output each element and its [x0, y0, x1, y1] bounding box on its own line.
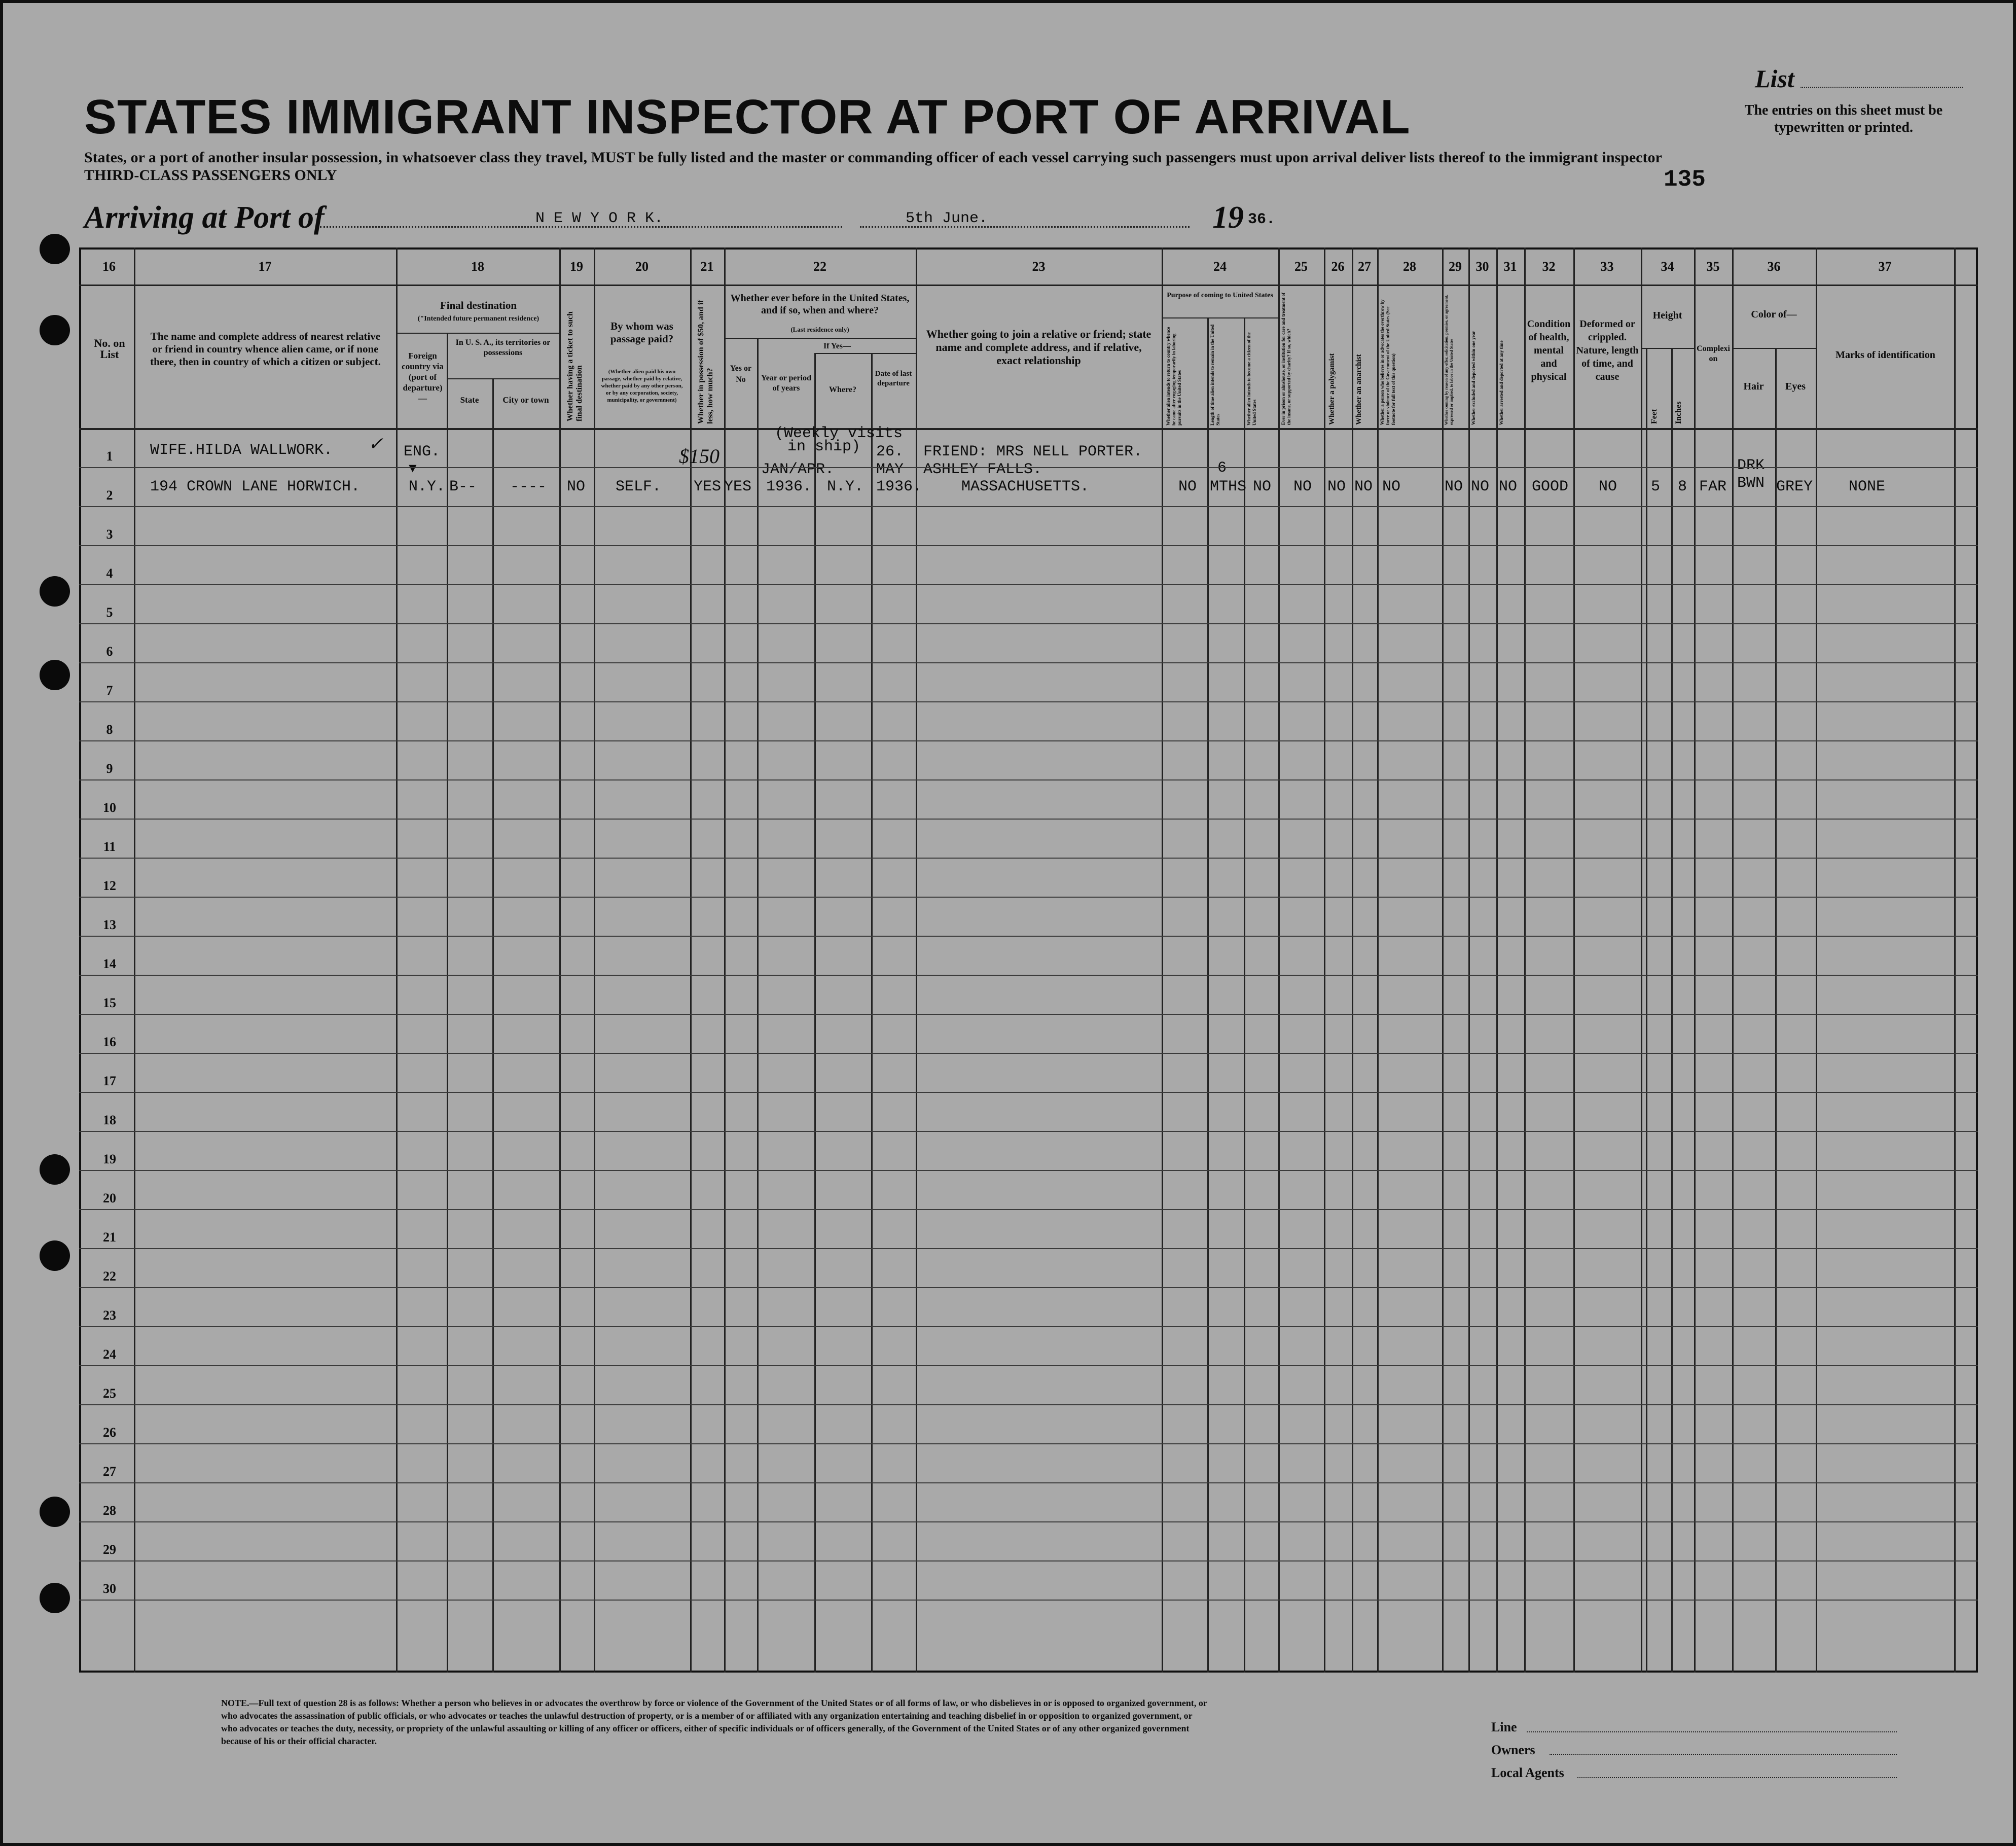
row-number: 18 — [103, 1113, 116, 1127]
col-line — [1646, 348, 1647, 1673]
colnum-30: 30 — [1475, 259, 1489, 274]
col-line — [1442, 247, 1444, 1673]
footer-line-label: Line — [1491, 1720, 1517, 1734]
col-line — [1207, 317, 1209, 1673]
row-rule — [79, 623, 1978, 624]
entry-foreign-line2: N.Y. — [409, 478, 446, 495]
row-rule — [79, 1365, 1978, 1366]
punch-hole — [40, 234, 70, 264]
page-title: STATES IMMIGRANT INSPECTOR AT PORT OF ARRIVAL — [84, 90, 1411, 144]
colnum-21: 21 — [700, 259, 714, 274]
header-polygamist: Whether a polygamist — [1328, 353, 1336, 425]
entry-passage: SELF. — [616, 478, 662, 495]
header-passage-note: (Whether alien paid his own passage, whether paid by relative, whether paid by any other person, or by any corporation, society, municipality, or government) — [601, 369, 683, 403]
colnum-28: 28 — [1403, 259, 1416, 274]
punch-hole — [40, 315, 70, 345]
subheader-line — [1162, 317, 1278, 318]
port-value: N E W Y O R K. — [535, 210, 664, 227]
row-number: 19 — [103, 1152, 116, 1166]
row-rule — [79, 1443, 1978, 1444]
punch-hole — [40, 1240, 70, 1271]
entry-join-line3: MASSACHUSETTS. — [961, 478, 1090, 495]
header-eyes: Eyes — [1785, 381, 1806, 392]
col-line — [814, 353, 816, 1673]
subheader-line — [724, 338, 916, 339]
col-line — [1524, 247, 1526, 1673]
header-height: Height — [1652, 310, 1682, 321]
punch-hole — [40, 1583, 70, 1613]
colnum-31: 31 — [1503, 259, 1517, 274]
header-purpose-citizen: Whether alien intends to become a citizen of the United States — [1246, 332, 1257, 425]
row-number: 2 — [106, 488, 113, 503]
colnum-34: 34 — [1661, 259, 1674, 274]
row-rule — [79, 819, 1978, 820]
list-label: List — [1755, 64, 1794, 93]
colnum-17: 17 — [258, 259, 272, 274]
arriving-label: Arriving at Port of — [84, 200, 325, 235]
footer-owners-blank — [1550, 1754, 1897, 1755]
row-rule — [79, 662, 1978, 663]
col-line — [1775, 348, 1777, 1673]
colnum-36: 36 — [1767, 259, 1781, 274]
row-rule — [79, 467, 1978, 468]
col-line — [724, 247, 726, 1673]
question-28-footnote: NOTE.—Full text of question 28 is as follows: Whether a person who believes in or advocates the overthrow by force or violence of the Government of the United States or of all forms of law, or who disbelieves in or is opposed to organized government, or who advocates the assassination of public officials, or who advocates or teaches the unlawful destruction of property, or is a member of or affiliated with any organization entertaining and teaching disbelief in or opposition to organized government, or who advocates or teaches the duty, necessity, or propriety of the unlawful assaulting or killing of any officer or officers, either of specific individuals or of officers generally, of the Government of the United States or of any other organized government because of his or their official character. — [221, 1698, 1207, 1746]
header-divider — [79, 428, 1978, 430]
header-no-on-list: No. on List — [94, 337, 125, 361]
entry-purpose-length-line2: MTHS — [1210, 478, 1247, 495]
entry-polygamist: NO — [1327, 478, 1346, 495]
entry-money-handwritten: $150 — [679, 445, 719, 468]
row-number: 26 — [103, 1425, 116, 1440]
entry-q31: NO — [1499, 478, 1518, 495]
row-rule — [79, 545, 1978, 546]
header-purpose-return: Whether alien intends to return to country whence he came after engaging temporarily in laboring pursuits in the United States — [1166, 327, 1182, 425]
subheader-line — [447, 378, 559, 379]
row-rule — [79, 975, 1978, 976]
row-number: 23 — [103, 1308, 116, 1323]
header-color-of: Color of— — [1751, 309, 1797, 320]
header-purpose: Purpose of coming to United States — [1167, 292, 1273, 299]
entry-purpose-length-line1: 6 — [1217, 459, 1227, 477]
colnum-26: 26 — [1331, 259, 1345, 274]
entry-period-line1: JAN/APR. — [761, 461, 835, 478]
year-suffix: 36. — [1248, 211, 1276, 228]
entry-purpose-return: NO — [1178, 478, 1197, 495]
class-line: THIRD-CLASS PASSENGERS ONLY — [84, 167, 337, 184]
header-date-departure: Date of last departure — [875, 370, 912, 387]
subheader-line — [814, 353, 916, 354]
list-number-line — [1801, 87, 1963, 88]
col-line — [1641, 247, 1642, 1673]
header-q28: Whether a person who believes in or advocates the overthrow by force or violence of the Government of the United States (See footnote for full text of this question) — [1380, 299, 1396, 425]
colnum-16: 16 — [102, 259, 116, 274]
row-number: 15 — [103, 996, 116, 1010]
punch-hole — [40, 660, 70, 690]
header-prison: Ever in prison or almshouse, or institution for care and treatment of the insane, or supported by charity? If so, which? — [1281, 293, 1291, 425]
row-rule — [79, 740, 1978, 741]
header-final-destination-note: ("Intended future permanent residence) — [417, 315, 539, 323]
punch-hole — [40, 576, 70, 607]
entry-purpose-citizen: NO — [1253, 478, 1272, 495]
row-rule — [79, 1326, 1978, 1327]
col-line — [1954, 247, 1956, 1673]
col-line — [1816, 247, 1817, 1673]
row-rule — [79, 1600, 1978, 1601]
colnum-29: 29 — [1449, 259, 1462, 274]
col-line — [1732, 247, 1734, 1673]
row-rule — [79, 1482, 1978, 1483]
entry-date-line1: 26. — [876, 443, 904, 460]
row-number: 14 — [103, 956, 116, 971]
row-number: 8 — [106, 722, 113, 737]
row-number: 22 — [103, 1269, 116, 1284]
entry-prison: NO — [1293, 478, 1312, 495]
entry-where: N.Y. — [827, 478, 864, 495]
row-number: 9 — [106, 761, 113, 776]
colnum-37: 37 — [1878, 259, 1892, 274]
header-passage: By whom was passage paid? — [610, 320, 674, 345]
entry-note-line1: (Weekly visits — [775, 425, 903, 442]
entry-condition: GOOD — [1532, 478, 1569, 495]
colnum-18: 18 — [471, 259, 484, 274]
header-purpose-length: Length of time alien intends to remain in the United States — [1210, 324, 1220, 425]
date-value: 5th June. — [906, 210, 988, 227]
col-line — [757, 338, 759, 1673]
row-rule — [79, 858, 1978, 859]
row-number: 25 — [103, 1386, 116, 1401]
entry-q29: NO — [1445, 478, 1463, 495]
entry-note-line2: in ship) — [787, 438, 861, 455]
row-number: 24 — [103, 1347, 116, 1362]
row-rule — [79, 897, 1978, 898]
col-line — [492, 378, 494, 1673]
header-where: Where? — [829, 385, 856, 394]
row-rule — [79, 506, 1978, 507]
col-line — [559, 247, 561, 1673]
row-rule — [79, 1014, 1978, 1015]
entry-complexion: FAR — [1699, 478, 1727, 495]
row-rule — [79, 1521, 1978, 1522]
row-number: 13 — [103, 917, 116, 932]
col-line — [1468, 247, 1470, 1673]
row-number: 6 — [106, 644, 113, 659]
entry-date-line2: MAY — [876, 461, 904, 478]
row-number: 3 — [106, 527, 113, 542]
row-rule — [79, 1053, 1978, 1054]
row-rule — [79, 1209, 1978, 1210]
row-rule — [79, 584, 1978, 585]
sheet-number: 135 — [1664, 166, 1706, 193]
header-if-yes: If Yes— — [823, 342, 851, 350]
col-line — [1671, 348, 1673, 1673]
col-line — [871, 353, 873, 1673]
footer-agents-label: Local Agents — [1491, 1765, 1564, 1780]
colnum-22: 22 — [813, 259, 826, 274]
header-deformed: Deformed or crippled. Nature, length of time, and cause — [1576, 318, 1639, 382]
header-ticket: Whether having a ticket to such final destination — [566, 311, 584, 421]
colnum-20: 20 — [635, 259, 649, 274]
entry-relative-line2: 194 CROWN LANE HORWICH. — [150, 478, 361, 495]
row-number: 27 — [103, 1464, 116, 1479]
header-foreign-country: Foreign country via (port of departure)— — [402, 351, 444, 403]
header-yes-no: Yes or No — [730, 364, 752, 384]
colnum-32: 32 — [1542, 259, 1556, 274]
row-number: 4 — [106, 566, 113, 581]
col-line — [1573, 247, 1575, 1673]
header-q29: Whether coming by reason of any offer, solicitation, promise, or agreement, expressed or implied, to labor in the United States — [1444, 295, 1454, 425]
row-rule — [79, 1092, 1978, 1093]
entry-state: B-- — [449, 478, 477, 495]
entry-hair-line1: DRK — [1737, 457, 1765, 474]
entry-ticket: NO — [567, 478, 586, 495]
header-anarchist: Whether an anarchist — [1355, 354, 1363, 425]
row-rule — [79, 1248, 1978, 1249]
entry-period-line2: 1936. — [766, 478, 812, 495]
col-line — [134, 247, 135, 1673]
header-inches: Inches — [1674, 401, 1683, 424]
row-number: 7 — [106, 683, 113, 698]
entry-hair-line2: BWN — [1737, 475, 1765, 492]
row-number: 12 — [103, 878, 116, 893]
col-line — [396, 247, 398, 1673]
page-subtitle: States, or a port of another insular possession, in whatsoever class they travel, MUST be fully listed and the master or commanding officer of each vessel carrying such passengers must upon arrival deliver lists thereof to the immigrant inspector — [84, 149, 1662, 166]
subheader-line — [1732, 348, 1816, 349]
header-join-relative: Whether going to join a relative or friend; state name and complete address, and if relative, exact relationship — [926, 328, 1151, 367]
header-period: Year or period of years — [761, 374, 811, 393]
row-number: 10 — [103, 800, 116, 815]
row-rule — [79, 779, 1978, 780]
colnum-27: 27 — [1358, 259, 1371, 274]
row-number: 11 — [103, 839, 116, 854]
row-rule — [79, 1404, 1978, 1405]
header-marks: Marks of identification — [1835, 349, 1935, 361]
subheader-line — [1641, 348, 1694, 349]
header-feet: Feet — [1650, 409, 1659, 424]
header-state: State — [460, 395, 479, 405]
entry-city: ---- — [510, 478, 547, 495]
entry-relative-line1: WIFE.HILDA WALLWORK. — [150, 442, 333, 459]
col-line — [1377, 247, 1379, 1673]
row-rule — [79, 936, 1978, 937]
row-number: 28 — [103, 1503, 116, 1518]
colnum-35: 35 — [1706, 259, 1720, 274]
entry-join-line1: FRIEND: MRS NELL PORTER. — [923, 443, 1143, 460]
entry-date-line3: 1936. — [876, 478, 922, 495]
entry-deformed: NO — [1599, 478, 1617, 495]
row-rule — [79, 1560, 1978, 1561]
col-line — [1162, 247, 1163, 1673]
typewritten-notice: The entries on this sheet must be typewritten or printed. — [1744, 102, 1943, 135]
header-hair: Hair — [1743, 381, 1764, 392]
entry-q28: NO — [1382, 478, 1401, 495]
header-q30: Whether excluded and deported within one year — [1471, 331, 1476, 425]
entry-anarchist: NO — [1354, 478, 1373, 495]
footer-owners-label: Owners — [1491, 1743, 1535, 1757]
entry-join-line2: ASHLEY FALLS. — [923, 461, 1042, 478]
header-before-us-note: (Last residence only) — [790, 326, 849, 333]
header-condition: Condition of health, mental and physical — [1527, 318, 1571, 382]
colnum-25: 25 — [1294, 259, 1308, 274]
entry-foreign-line1: ENG. — [404, 443, 441, 460]
row-rule — [79, 701, 1978, 702]
col-line — [1244, 317, 1245, 1673]
entry-inches: 8 — [1678, 478, 1687, 495]
header-city: City or town — [502, 395, 549, 405]
header-in-usa: In U. S. A., its territories or possessions — [455, 338, 551, 357]
footer-agents-blank — [1577, 1777, 1897, 1778]
subheader-line — [396, 333, 559, 334]
header-relative: The name and complete address of nearest relative or friend in country whence alien came, or if none there, then in country of which a citizen or subject. — [150, 330, 381, 368]
punch-hole — [40, 1497, 70, 1527]
row-number: 21 — [103, 1230, 116, 1245]
col-line — [1278, 247, 1280, 1673]
col-line — [1694, 247, 1696, 1673]
entry-eyes: GREY — [1776, 478, 1813, 495]
colnum-19: 19 — [570, 259, 583, 274]
entry-money: YES — [694, 478, 722, 495]
arrow-down-icon: ▼ — [409, 461, 417, 476]
row-number: 17 — [103, 1074, 116, 1088]
row-number: 29 — [103, 1542, 116, 1557]
col-line — [916, 247, 917, 1673]
col-line — [594, 247, 595, 1673]
row-rule — [79, 1287, 1978, 1288]
colnum-33: 33 — [1600, 259, 1614, 274]
entry-before-yes: YES — [724, 478, 752, 495]
header-before-us: Whether ever before in the United States, and if so, when and where? — [730, 293, 910, 316]
header-final-destination: Final destination — [440, 299, 517, 311]
header-complexion: Complexion — [1697, 344, 1730, 363]
entry-q30: NO — [1471, 478, 1490, 495]
footer-line-blank — [1527, 1731, 1897, 1732]
colnum-24: 24 — [1213, 259, 1227, 274]
punch-hole — [40, 1154, 70, 1185]
colnum-23: 23 — [1032, 259, 1046, 274]
row-number: 20 — [103, 1191, 116, 1205]
col-line — [1324, 247, 1325, 1673]
row-number: 16 — [103, 1035, 116, 1049]
colnum-divider — [79, 285, 1978, 286]
row-number: 1 — [106, 449, 113, 464]
row-number: 5 — [106, 605, 113, 620]
header-money: Whether in possession of $50, and if less, how much? — [697, 300, 714, 424]
col-line — [1352, 247, 1353, 1673]
row-number: 30 — [103, 1581, 116, 1596]
row-rule — [79, 1170, 1978, 1171]
entry-feet: 5 — [1651, 478, 1661, 495]
header-q31: Whether arrested and deported at any time — [1499, 340, 1504, 425]
row-rule — [79, 1131, 1978, 1132]
col-line — [447, 333, 448, 1673]
check-mark: ✓ — [368, 434, 384, 454]
entry-marks: NONE — [1849, 478, 1886, 495]
year-prefix: 19 — [1212, 200, 1244, 235]
col-line — [1496, 247, 1498, 1673]
